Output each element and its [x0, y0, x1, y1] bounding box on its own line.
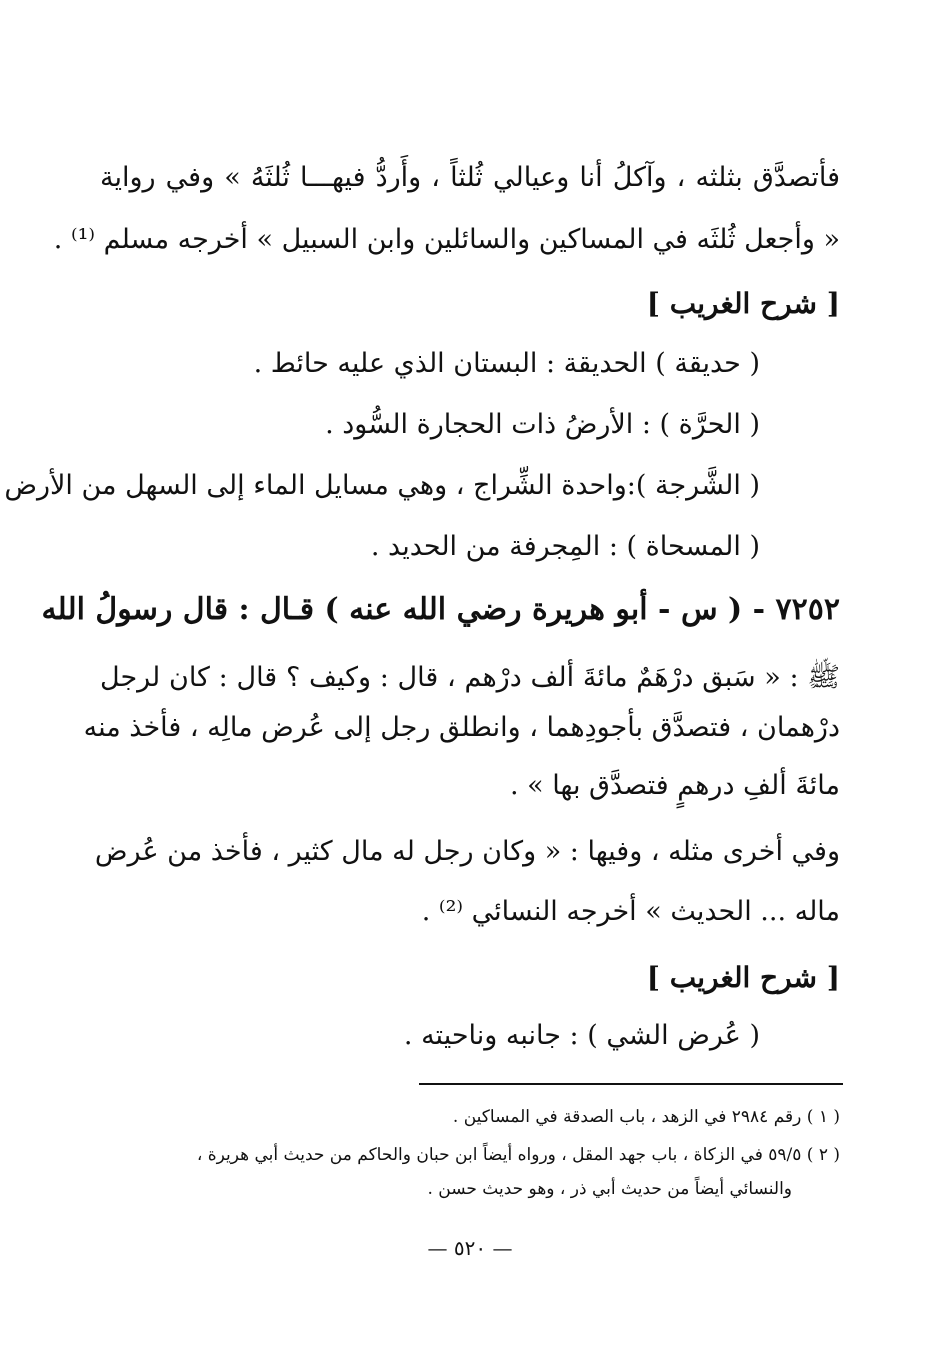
hadith-heading: ٧٢٥٢ - ( س - أبو هريرة رضي الله عنه ) قـال : قال رسولُ الله	[41, 592, 840, 627]
footnote: ( ١ ) رقم ٢٩٨٤ في الزهد ، باب الصدقة في المساكين .	[452, 1107, 840, 1127]
section-heading: [ شرح الغريب ]	[646, 961, 840, 994]
footnote: والنسائي أيضاً من حديث أبي ذر ، وهو حديث حسن .	[427, 1179, 792, 1199]
text-line: ماله ... الحديث » أخرجه النسائي ⁽²⁾ .	[421, 896, 840, 927]
glossary-entry: ( الحرَّة ) : الأرضُ ذات الحجارة السُّود .	[325, 409, 760, 440]
footnote-separator	[419, 1083, 843, 1085]
section-heading: [ شرح الغريب ]	[646, 287, 840, 320]
text-line: درْهمان ، فتصدَّق بأجودِهما ، وانطلق رجل إلى عُرض مالِه ، فأخذ منه	[83, 712, 840, 743]
text-line: « وأجعل ثُلثَه في المساكين والسائلين وابن السبيل » أخرجه مسلم ⁽¹⁾ .	[53, 224, 840, 255]
text-line: مائةَ ألفِ درهمٍ فتصدَّق بها » .	[510, 770, 840, 801]
glossary-entry: ( الشَّرجة ):واحدة الشِّراج ، وهي مسايل الماء إلى السهل من الأرض	[4, 470, 760, 501]
footnote: ( ٢ ) ٥٩/٥ في الزكاة ، باب جهد المقل ، ورواه أيضاً ابن حبان والحاكم من حديث أبي هريرة ،	[196, 1145, 840, 1165]
glossary-entry: ( حديقة ) الحديقة : البستان الذي عليه حائط .	[253, 348, 760, 379]
glossary-entry: ( عُرض الشي ) : جانبه وناحيته .	[403, 1020, 760, 1051]
text-line: فأتصدَّق بثلثه ، وآكلُ أنا وعيالي ثُلثاً ، وأَردُّ فيهـــا ثُلثَهُ » وفي رواية	[100, 162, 840, 193]
text-line: وفي أخرى مثله ، وفيها : « وكان رجل له مال كثير ، فأخذ من عُرض	[94, 836, 840, 867]
page-number: — ٥٢٠ —	[427, 1236, 513, 1260]
text-line: ﷺ : « سَبق درْهَمٌ مائةَ ألف درْهم ، قال : وكيف ؟ قال : كان لرجل	[100, 662, 840, 693]
glossary-entry: ( المسحاة ) : المِجرفة من الحديد .	[370, 531, 760, 562]
